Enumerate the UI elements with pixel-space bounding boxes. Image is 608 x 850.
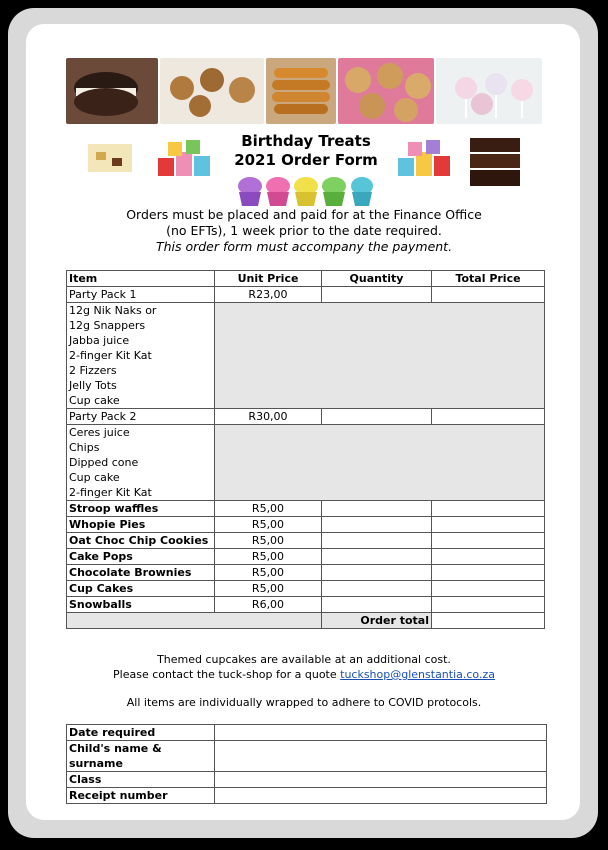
- pack-content: Chips: [67, 440, 215, 455]
- item-price: R5,00: [215, 533, 322, 549]
- item-name: Chocolate Brownies: [67, 565, 215, 581]
- brownies-photo: [466, 132, 526, 192]
- total-cell[interactable]: [432, 501, 545, 517]
- header-total-price: Total Price: [432, 271, 545, 287]
- table-row: [67, 287, 545, 303]
- quantity-cell[interactable]: [322, 409, 432, 425]
- table-row: [67, 517, 545, 533]
- choc-chip-cookies-photo: [338, 58, 434, 124]
- total-cell[interactable]: [432, 581, 545, 597]
- item-name: Cup Cakes: [67, 581, 215, 597]
- note-line-3: All items are individually wrapped to adhere to COVID protocols.: [126, 696, 482, 709]
- total-cell[interactable]: [432, 409, 545, 425]
- quantity-cell[interactable]: [322, 533, 432, 549]
- table-row: [67, 501, 545, 517]
- title-line-2: 2021 Order Form: [234, 151, 378, 169]
- party-pack-1-price: R23,00: [215, 287, 322, 303]
- pack-content: Cup cake: [67, 393, 215, 409]
- order-total-spacer: [67, 613, 322, 629]
- grey-block: [215, 425, 545, 501]
- notes: [66, 652, 542, 710]
- grey-block: [215, 303, 545, 409]
- order-total-cell[interactable]: [432, 613, 545, 629]
- pack-content: 12g Snappers: [67, 318, 215, 333]
- party-pack-2-name: Party Pack 2: [67, 409, 215, 425]
- white-chocolate-photo: [82, 130, 142, 188]
- note-line-2: [66, 667, 542, 682]
- quantity-cell[interactable]: [322, 517, 432, 533]
- total-cell[interactable]: [432, 565, 545, 581]
- item-price: R5,00: [215, 581, 322, 597]
- quantity-cell[interactable]: [322, 501, 432, 517]
- order-total-row: [67, 613, 545, 629]
- oat-cookies-photo: [160, 58, 264, 124]
- receipt-number-field[interactable]: [215, 788, 547, 804]
- item-price: R5,00: [215, 549, 322, 565]
- note-line-1: Themed cupcakes are available at an additional cost.: [157, 653, 451, 666]
- item-price: R6,00: [215, 597, 322, 613]
- cupcakes-illustration: [236, 174, 374, 208]
- table-row: [67, 533, 545, 549]
- title-line-1: Birthday Treats: [241, 132, 371, 150]
- total-cell[interactable]: [432, 549, 545, 565]
- gift-boxes-left-photo: [154, 134, 216, 184]
- pack-content: 2-finger Kit Kat: [67, 485, 215, 501]
- whoopie-pie-photo: [66, 58, 158, 124]
- form-title: [216, 132, 396, 170]
- quantity-cell[interactable]: [322, 597, 432, 613]
- stroop-waffles-photo: [266, 58, 336, 124]
- table-row: [67, 741, 547, 772]
- item-name: Whopie Pies: [67, 517, 215, 533]
- header-unit-price: Unit Price: [215, 271, 322, 287]
- class-field[interactable]: [215, 772, 547, 788]
- pack-content: Jabba juice: [67, 333, 215, 348]
- total-cell[interactable]: [432, 287, 545, 303]
- date-required-field[interactable]: [215, 725, 547, 741]
- intro-line-3: This order form must accompany the payment.: [155, 239, 453, 254]
- pack-content: Ceres juice: [67, 425, 215, 441]
- total-cell[interactable]: [432, 533, 545, 549]
- item-name: Stroop waffles: [67, 501, 215, 517]
- intro-text: [66, 207, 542, 255]
- info-table: [66, 724, 547, 804]
- item-name: Oat Choc Chip Cookies: [67, 533, 215, 549]
- pack-content: Jelly Tots: [67, 378, 215, 393]
- info-label: Class: [67, 772, 215, 788]
- header-quantity: Quantity: [322, 271, 432, 287]
- tuckshop-email-link[interactable]: tuckshop@glenstantia.co.za: [340, 668, 495, 681]
- table-header-row: [67, 271, 545, 287]
- table-row: [67, 565, 545, 581]
- quantity-cell[interactable]: [322, 549, 432, 565]
- quantity-cell[interactable]: [322, 287, 432, 303]
- pack-content: 12g Nik Naks or: [67, 303, 215, 319]
- table-row: [67, 772, 547, 788]
- item-name: Cake Pops: [67, 549, 215, 565]
- intro-line-2: (no EFTs), 1 week prior to the date required.: [166, 223, 442, 238]
- order-table: [66, 270, 545, 629]
- item-price: R5,00: [215, 501, 322, 517]
- quantity-cell[interactable]: [322, 581, 432, 597]
- item-name: Snowballs: [67, 597, 215, 613]
- info-label: Child's name & surname: [67, 741, 215, 772]
- info-label: Date required: [67, 725, 215, 741]
- party-pack-2-price: R30,00: [215, 409, 322, 425]
- order-total-label: Order total: [322, 613, 432, 629]
- pack-content: Dipped cone: [67, 455, 215, 470]
- quantity-cell[interactable]: [322, 565, 432, 581]
- child-name-field[interactable]: [215, 741, 547, 772]
- item-price: R5,00: [215, 517, 322, 533]
- pack-content: Cup cake: [67, 470, 215, 485]
- item-price: R5,00: [215, 565, 322, 581]
- intro-line-1: Orders must be placed and paid for at the Finance Office: [126, 207, 482, 222]
- header-item: Item: [67, 271, 215, 287]
- party-pack-1-name: Party Pack 1: [67, 287, 215, 303]
- note-line-2-prefix: Please contact the tuck-shop for a quote: [113, 668, 341, 681]
- total-cell[interactable]: [432, 517, 545, 533]
- table-row: [67, 409, 545, 425]
- table-row: [67, 597, 545, 613]
- pack-content: 2-finger Kit Kat: [67, 348, 215, 363]
- table-row: [67, 788, 547, 804]
- gift-boxes-right-photo: [394, 134, 456, 184]
- info-label: Receipt number: [67, 788, 215, 804]
- table-row: [67, 549, 545, 565]
- pack-content: 2 Fizzers: [67, 363, 215, 378]
- table-row: [67, 725, 547, 741]
- cake-pops-photo: [436, 58, 542, 124]
- total-cell[interactable]: [432, 597, 545, 613]
- table-row: [67, 581, 545, 597]
